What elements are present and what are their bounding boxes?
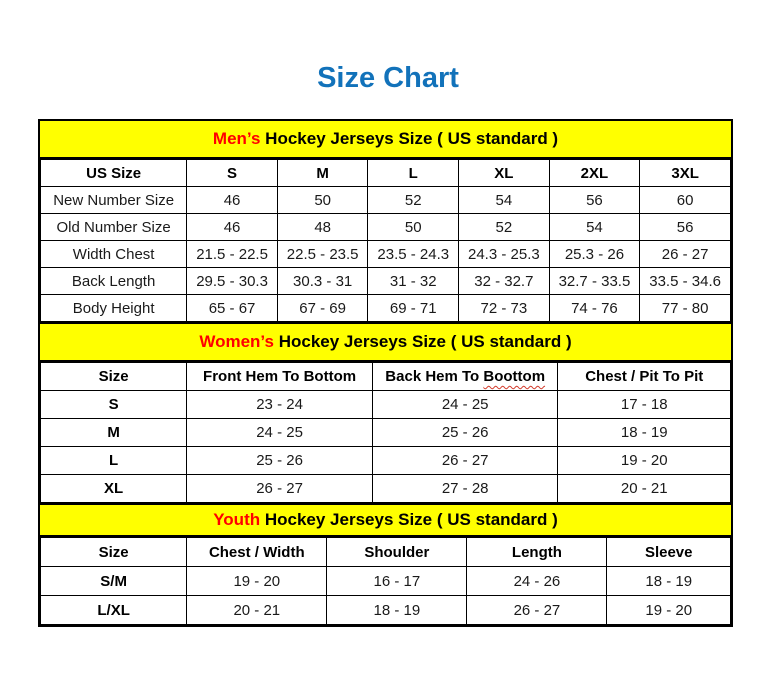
size-value: 20 - 21 — [558, 475, 731, 503]
row-label: L/XL — [41, 596, 187, 625]
size-value: 26 - 27 — [467, 596, 607, 625]
column-header: M — [277, 160, 368, 187]
size-value: 21.5 - 22.5 — [187, 241, 278, 268]
misspelled-word: Boottom — [483, 368, 546, 385]
table-row — [41, 295, 731, 322]
section-mens — [40, 121, 731, 322]
size-value: 32.7 - 33.5 — [549, 268, 640, 295]
size-value: 33.5 - 34.6 — [640, 268, 731, 295]
table-row — [41, 419, 731, 447]
size-value: 19 - 20 — [187, 567, 327, 596]
size-value: 54 — [459, 187, 550, 214]
section-title-text: Hockey Jerseys Size ( US standard ) — [260, 129, 559, 148]
size-value: 18 - 19 — [558, 419, 731, 447]
size-value: 65 - 67 — [187, 295, 278, 322]
size-value: 60 — [640, 187, 731, 214]
size-value: 24 - 26 — [467, 567, 607, 596]
header-row — [41, 538, 731, 567]
column-header: S — [187, 160, 278, 187]
size-value: 56 — [640, 214, 731, 241]
row-label: S — [41, 391, 187, 419]
size-value: 29.5 - 30.3 — [187, 268, 278, 295]
size-value: 69 - 71 — [368, 295, 459, 322]
size-value: 27 - 28 — [372, 475, 558, 503]
column-header: Back Hem To Boottom — [372, 363, 558, 391]
size-value: 26 - 27 — [187, 475, 373, 503]
column-header: Shoulder — [327, 538, 467, 567]
size-value: 24 - 25 — [372, 391, 558, 419]
header-row — [41, 160, 731, 187]
size-value: 46 — [187, 187, 278, 214]
table-row — [41, 391, 731, 419]
mens-size-table — [40, 159, 731, 322]
size-value: 22.5 - 23.5 — [277, 241, 368, 268]
size-value: 72 - 73 — [459, 295, 550, 322]
column-header: XL — [459, 160, 550, 187]
column-header: Size — [41, 363, 187, 391]
row-label: S/M — [41, 567, 187, 596]
table-row — [41, 447, 731, 475]
size-value: 54 — [549, 214, 640, 241]
table-row — [41, 268, 731, 295]
section-title-text: Hockey Jerseys Size ( US standard ) — [260, 510, 558, 529]
column-header: L — [368, 160, 459, 187]
size-value: 74 - 76 — [549, 295, 640, 322]
column-header: Sleeve — [607, 538, 731, 567]
column-header: Front Hem To Bottom — [187, 363, 373, 391]
row-label: Body Height — [41, 295, 187, 322]
column-header: Chest / Pit To Pit — [558, 363, 731, 391]
size-value: 18 - 19 — [327, 596, 467, 625]
row-label: Width Chest — [41, 241, 187, 268]
size-value: 26 - 27 — [640, 241, 731, 268]
size-value: 20 - 21 — [187, 596, 327, 625]
size-value: 31 - 32 — [368, 268, 459, 295]
size-value: 32 - 32.7 — [459, 268, 550, 295]
size-value: 16 - 17 — [327, 567, 467, 596]
section-title-mens — [40, 121, 731, 159]
section-title-keyword: Men’s — [212, 129, 261, 148]
column-header: 2XL — [549, 160, 640, 187]
section-title-text: Hockey Jerseys Size ( US standard ) — [273, 332, 572, 351]
page-title: Size Chart — [317, 62, 459, 94]
table-row — [41, 214, 731, 241]
row-label: New Number Size — [41, 187, 187, 214]
column-header: 3XL — [640, 160, 731, 187]
size-value: 48 — [277, 214, 368, 241]
row-label: Back Length — [41, 268, 187, 295]
section-title-womens — [40, 322, 731, 362]
size-value: 25.3 - 26 — [549, 241, 640, 268]
size-value: 19 - 20 — [607, 596, 731, 625]
size-value: 24 - 25 — [187, 419, 373, 447]
row-label: L — [41, 447, 187, 475]
size-value: 18 - 19 — [607, 567, 731, 596]
size-value: 46 — [187, 214, 278, 241]
size-value: 25 - 26 — [372, 419, 558, 447]
size-value: 50 — [368, 214, 459, 241]
row-label: XL — [41, 475, 187, 503]
table-row — [41, 187, 731, 214]
size-value: 52 — [459, 214, 550, 241]
column-header: Chest / Width — [187, 538, 327, 567]
section-title-keyword: Youth — [213, 510, 261, 529]
table-row — [41, 475, 731, 503]
column-header: US Size — [41, 160, 187, 187]
size-value: 77 - 80 — [640, 295, 731, 322]
size-value: 26 - 27 — [372, 447, 558, 475]
size-value: 67 - 69 — [277, 295, 368, 322]
section-title-youth — [40, 503, 731, 537]
table-row — [41, 596, 731, 625]
column-header: Size — [41, 538, 187, 567]
size-value: 52 — [368, 187, 459, 214]
size-value: 23 - 24 — [187, 391, 373, 419]
size-value: 50 — [277, 187, 368, 214]
column-header: Length — [467, 538, 607, 567]
youth-size-table — [40, 537, 731, 625]
section-womens — [40, 322, 731, 503]
table-row — [41, 241, 731, 268]
section-title-keyword: Women’s — [199, 332, 274, 351]
table-row — [41, 567, 731, 596]
size-chart-tables — [38, 119, 733, 627]
womens-size-table — [40, 362, 731, 503]
size-value: 56 — [549, 187, 640, 214]
size-value: 17 - 18 — [558, 391, 731, 419]
size-value: 19 - 20 — [558, 447, 731, 475]
size-value: 23.5 - 24.3 — [368, 241, 459, 268]
row-label: M — [41, 419, 187, 447]
size-value: 25 - 26 — [187, 447, 373, 475]
size-value: 24.3 - 25.3 — [459, 241, 550, 268]
header-row — [41, 363, 731, 391]
row-label: Old Number Size — [41, 214, 187, 241]
section-youth — [40, 503, 731, 625]
size-value: 30.3 - 31 — [277, 268, 368, 295]
